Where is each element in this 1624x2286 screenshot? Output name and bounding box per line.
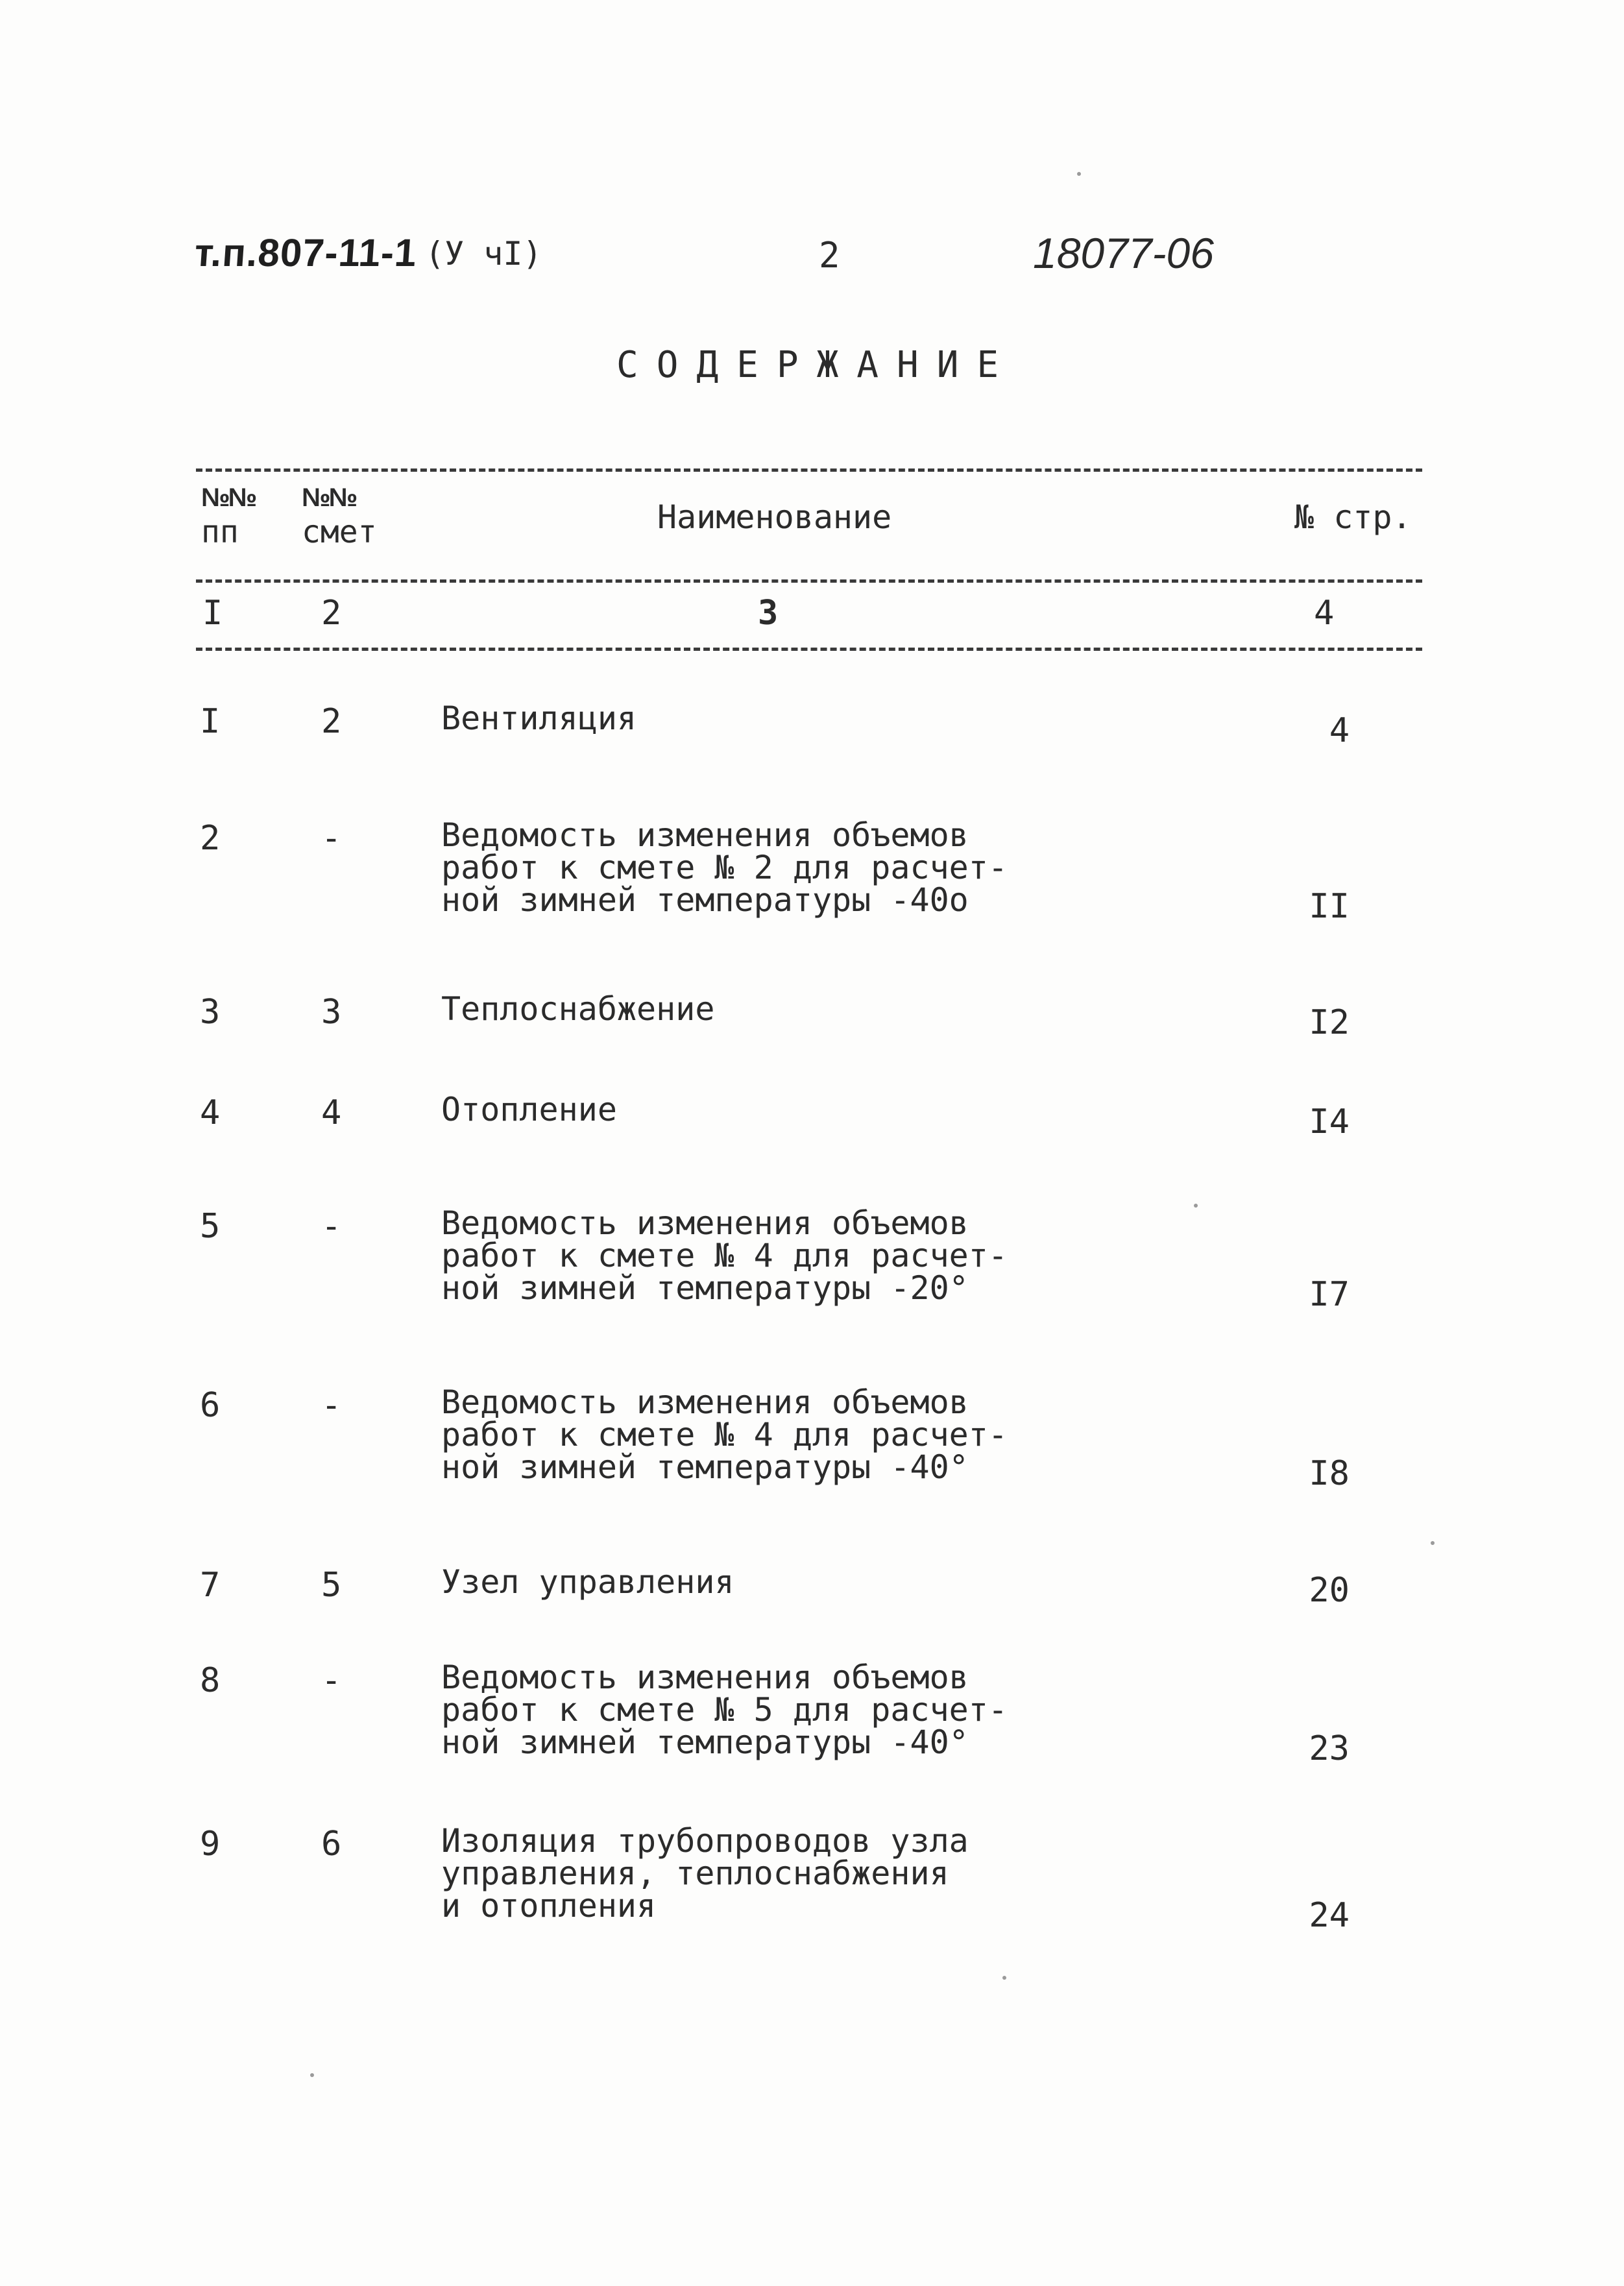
row-smet: - — [321, 1661, 342, 1700]
row-page: I7 — [1309, 1275, 1350, 1314]
row-pp: 4 — [200, 1093, 221, 1132]
row-page: 4 — [1329, 711, 1350, 750]
row-page: 23 — [1309, 1729, 1350, 1768]
row-smet: - — [321, 819, 342, 858]
page-title: СОДЕРЖАНИЕ — [616, 344, 1017, 386]
row-name: Изоляция трубопроводов узла управления, теплоснабжения и отопления — [441, 1822, 969, 1925]
paper-speck — [1002, 1976, 1006, 1980]
project-code: т.п.807-11-1 — [193, 231, 418, 274]
row-page: I8 — [1309, 1454, 1350, 1493]
row-pp: 2 — [200, 819, 221, 858]
row-name: Ведомость изменения объемов работ к смете № 5 для расчет- ной зимней температуры -40° — [441, 1659, 1008, 1761]
row-smet: 3 — [321, 993, 342, 1032]
header-smet: смет — [302, 514, 377, 550]
row-smet: - — [321, 1386, 342, 1425]
row-name: Вентиляция — [441, 699, 637, 737]
row-pp: 9 — [200, 1825, 221, 1864]
row-name: Ведомость изменения объемов работ к смете № 4 для расчет- ной зимней температуры -40° — [441, 1383, 1008, 1486]
column-number-1: I — [202, 594, 223, 633]
column-number-2: 2 — [321, 594, 342, 633]
header-pp: пп — [201, 514, 239, 550]
row-pp: 6 — [200, 1386, 221, 1425]
table-top-rule — [196, 468, 1422, 472]
header-name: Наименование — [657, 498, 892, 536]
paper-speck — [1077, 172, 1081, 176]
row-pp: 5 — [200, 1207, 221, 1246]
paper-speck — [1431, 1541, 1435, 1545]
row-smet: 6 — [321, 1825, 342, 1864]
column-numbers-rule — [196, 648, 1422, 651]
row-page: I4 — [1309, 1102, 1350, 1141]
row-page: 24 — [1309, 1896, 1350, 1935]
row-name: Ведомость изменения объемов работ к смете № 4 для расчет- ной зимней температуры -20° — [441, 1204, 1008, 1307]
header-rule — [196, 579, 1422, 583]
row-name: Ведомость изменения объемов работ к смете № 2 для расчет- ной зимней температуры -40о — [441, 816, 1008, 919]
row-page: II — [1309, 887, 1350, 926]
row-pp: I — [200, 702, 221, 741]
header-page: № стр. — [1294, 498, 1412, 536]
row-page: I2 — [1309, 1003, 1350, 1042]
row-page: 20 — [1309, 1571, 1350, 1610]
row-pp: 8 — [200, 1661, 221, 1700]
row-smet: 4 — [321, 1093, 342, 1132]
column-number-3: 3 — [758, 594, 779, 633]
row-smet: 2 — [321, 702, 342, 741]
row-pp: 7 — [200, 1566, 221, 1605]
paper-speck — [310, 2073, 314, 2077]
row-name: Теплоснабжение — [441, 990, 715, 1028]
row-smet: - — [321, 1207, 342, 1246]
row-smet: 5 — [321, 1566, 342, 1605]
row-pp: 3 — [200, 993, 221, 1032]
project-type: (У чI) — [425, 235, 542, 273]
header-pp-mark: №№ — [201, 483, 256, 512]
row-name: Отопление — [441, 1091, 617, 1128]
header-smet-mark: №№ — [302, 483, 356, 512]
column-number-4: 4 — [1314, 594, 1335, 633]
page-number: 2 — [819, 235, 840, 276]
row-name: Узел управления — [441, 1563, 734, 1601]
paper-speck — [1194, 1204, 1198, 1208]
document-number: 18077-06 — [1033, 229, 1214, 277]
